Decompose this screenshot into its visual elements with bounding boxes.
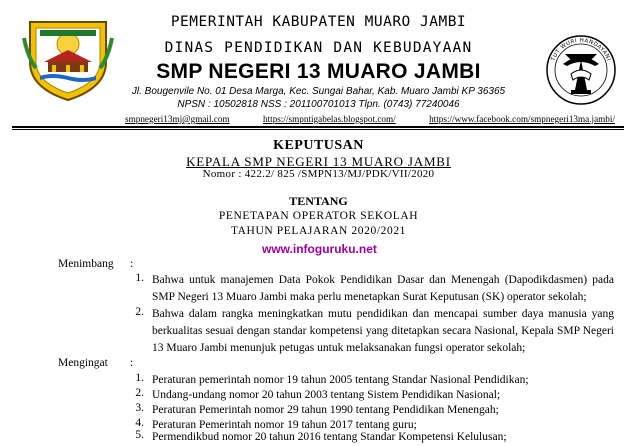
list-item: Bahwa dalam rangka meningkatkan mutu pendidikan dan mencapai sumber daya manusia yang berkualitas sesuai dengan standar kompetensi yang ditetapkan secara Nasional, Kepala SMP Negeri 13 Muaro Jambi menunjuk petugas untuk melaksanakan fungsi operator sekolah;: [152, 308, 614, 354]
list-item-number: 1.: [135, 372, 144, 384]
list-item: Permendikbud nomor 20 tahun 2016 tentang Standar Kompetensi Kelulusan;: [152, 431, 507, 443]
decree-year: TAHUN PELAJARAN 2020/2021: [230, 225, 407, 237]
decree-about-heading: TENTANG: [289, 194, 348, 208]
menimbang-colon: :: [130, 258, 134, 270]
mengingat-label: Mengingat: [58, 357, 108, 369]
school-name: SMP NEGERI 13 MUARO JAMBI: [156, 60, 481, 83]
list-item-number: 2.: [135, 387, 144, 399]
list-item-number: 3.: [135, 402, 144, 414]
facebook-link[interactable]: https://www.facebook.com/smpnegeri13ma.jambi/: [429, 114, 615, 124]
menimbang-label: Menimbang: [58, 258, 114, 270]
blog-link[interactable]: https://smpntigabelas.blogspot.com/: [263, 114, 396, 124]
decree-number: Nomor : 422.2/ 825 /SMPN13/MJ/PDK/VII/2020: [202, 168, 435, 180]
list-item-number: 1.: [135, 272, 144, 284]
govt-name: PEMERINTAH KABUPATEN MUARO JAMBI: [170, 14, 467, 30]
letterhead-divider-thin: [12, 129, 624, 130]
email-link[interactable]: smpnegeri13mj@gmail.com: [125, 114, 230, 124]
list-item-number: 4.: [135, 417, 144, 429]
decree-title: KEPUTUSAN: [273, 138, 364, 153]
list-item: Undang-undang nomor 20 tahun 2003 tentang Sistem Pendidikan Nasional;: [152, 389, 501, 401]
list-item: Peraturan pemerintah nomor 19 tahun 2005 tentang Standar Nasional Pendidikan;: [152, 374, 529, 386]
mengingat-colon: :: [130, 357, 134, 369]
list-item: Bahwa untuk manajemen Data Pokok Pendidikan Dasar dan Menengah (Dapodikdasmen) pada SMP Negeri 13 Muaro Jambi maka perlu menetapkan Surat Keputusan (SK) operator sekolah;: [152, 274, 614, 303]
school-address: Jl. Bougenvile No. 01 Desa Marga, Kec. Sungai Bahar, Kab. Muaro Jambi KP 36365: [131, 86, 506, 97]
department-name: DINAS PENDIDIKAN DAN KEBUDAYAAN: [164, 40, 473, 56]
emblem-motto: TUT WURI HANDAYANI: [550, 37, 612, 63]
decree-subject: PENETAPAN OPERATOR SEKOLAH: [218, 210, 419, 222]
list-item-number: 5.: [135, 429, 144, 441]
school-identifiers: NPSN : 10502818 NSS : 201100701013 Tlpn. (0743) 77240046: [177, 99, 460, 110]
contact-links: [125, 114, 615, 124]
list-item: Peraturan Pemerintah nomor 29 tahun 1990 tentang Pendidikan Menengah;: [152, 404, 499, 416]
letterhead-divider: [12, 126, 624, 128]
list-item-number: 2.: [135, 306, 144, 318]
watermark-url: www.infoguruku.net: [262, 242, 377, 256]
list-item: Peraturan Pemerintah nomor 19 tahun 2017 tentang guru;: [152, 419, 417, 431]
decree-issuer: KEPALA SMP NEGERI 13 MUARO JAMBI: [186, 154, 451, 169]
